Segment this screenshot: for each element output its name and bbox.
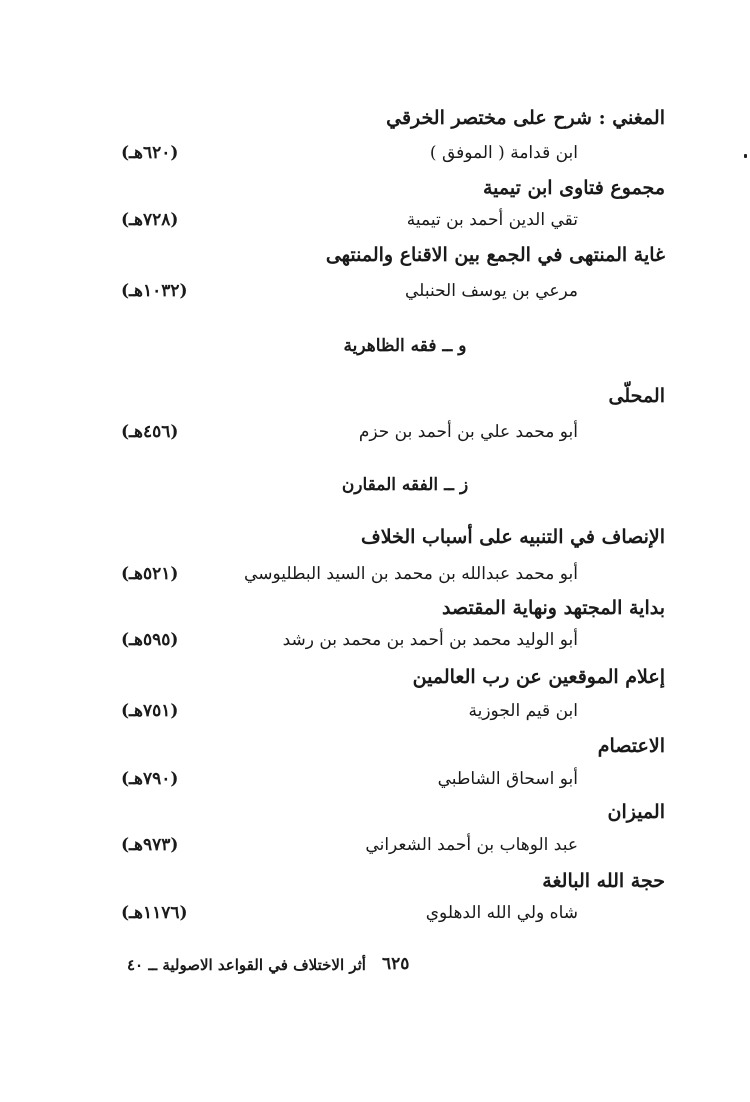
entry-author: عبد الوهاب بن أحمد الشعراني — [365, 835, 578, 855]
entry-title: حجة الله البالغة — [542, 870, 665, 892]
entry-author: شاه ولي الله الدهلوي — [425, 903, 578, 923]
entry-date: (٤٥٦هـ) — [121, 422, 179, 442]
entry-author: تقي الدين أحمد بن تيمية — [406, 210, 578, 230]
entry-author: أبو اسحاق الشاطبي — [437, 769, 578, 789]
section-heading-text: و ــ فقه الظاهرية — [343, 336, 467, 356]
entry-author: مرعي بن يوسف الحنبلي — [405, 281, 578, 301]
entry-title: المغني : شرح على مختصر الخرقي — [386, 107, 665, 129]
entry-title: مجموع فتاوى ابن تيمية — [482, 177, 665, 199]
entry-date: (١١٧٦هـ) — [121, 903, 188, 923]
margin-mark — [744, 154, 747, 158]
entry-title: الإنصاف في التنبيه على أسباب الخلاف — [361, 526, 665, 548]
entry-title: المحلّى — [608, 385, 665, 407]
entry-title: الميزان — [607, 801, 665, 823]
entry-date: (٧٩٠هـ) — [121, 769, 179, 789]
entry-title: الاعتصام — [597, 735, 665, 757]
entry-date: (٩٧٣هـ) — [121, 835, 179, 855]
entry-date: (٧٢٨هـ) — [121, 210, 179, 230]
running-title: أثر الاختلاف في القواعد الاصولية ــ ٤٠ — [127, 956, 366, 974]
entry-title: بداية المجتهد ونهاية المقتصد — [442, 597, 665, 619]
section-heading-text: ز ــ الفقه المقارن — [341, 475, 469, 495]
entry-author: أبو الوليد محمد بن أحمد بن محمد بن رشد — [282, 630, 578, 650]
entry-title: غاية المنتهى في الجمع بين الاقناع والمنتهى — [325, 244, 665, 266]
entry-date: (٧٥١هـ) — [121, 701, 179, 721]
entry-author: ابن قدامة ( الموفق ) — [429, 143, 578, 163]
entry-title: إعلام الموقعين عن رب العالمين — [412, 666, 665, 688]
entry-date: (٥٢١هـ) — [121, 564, 179, 584]
entry-date: (٥٩٥هـ) — [121, 630, 179, 650]
section-heading — [0, 335, 750, 357]
entry-date: (٦٢٠هـ) — [121, 143, 179, 163]
entry-author: أبو محمد علي بن أحمد بن حزم — [358, 422, 578, 442]
entry-author: ابن قيم الجوزية — [468, 701, 578, 721]
page-number: ٦٢٥ — [382, 954, 410, 974]
entry-date: (١٠٣٢هـ) — [121, 281, 188, 301]
section-heading — [0, 474, 750, 496]
entry-author: أبو محمد عبدالله بن محمد بن السيد البطليوسي — [244, 564, 578, 584]
